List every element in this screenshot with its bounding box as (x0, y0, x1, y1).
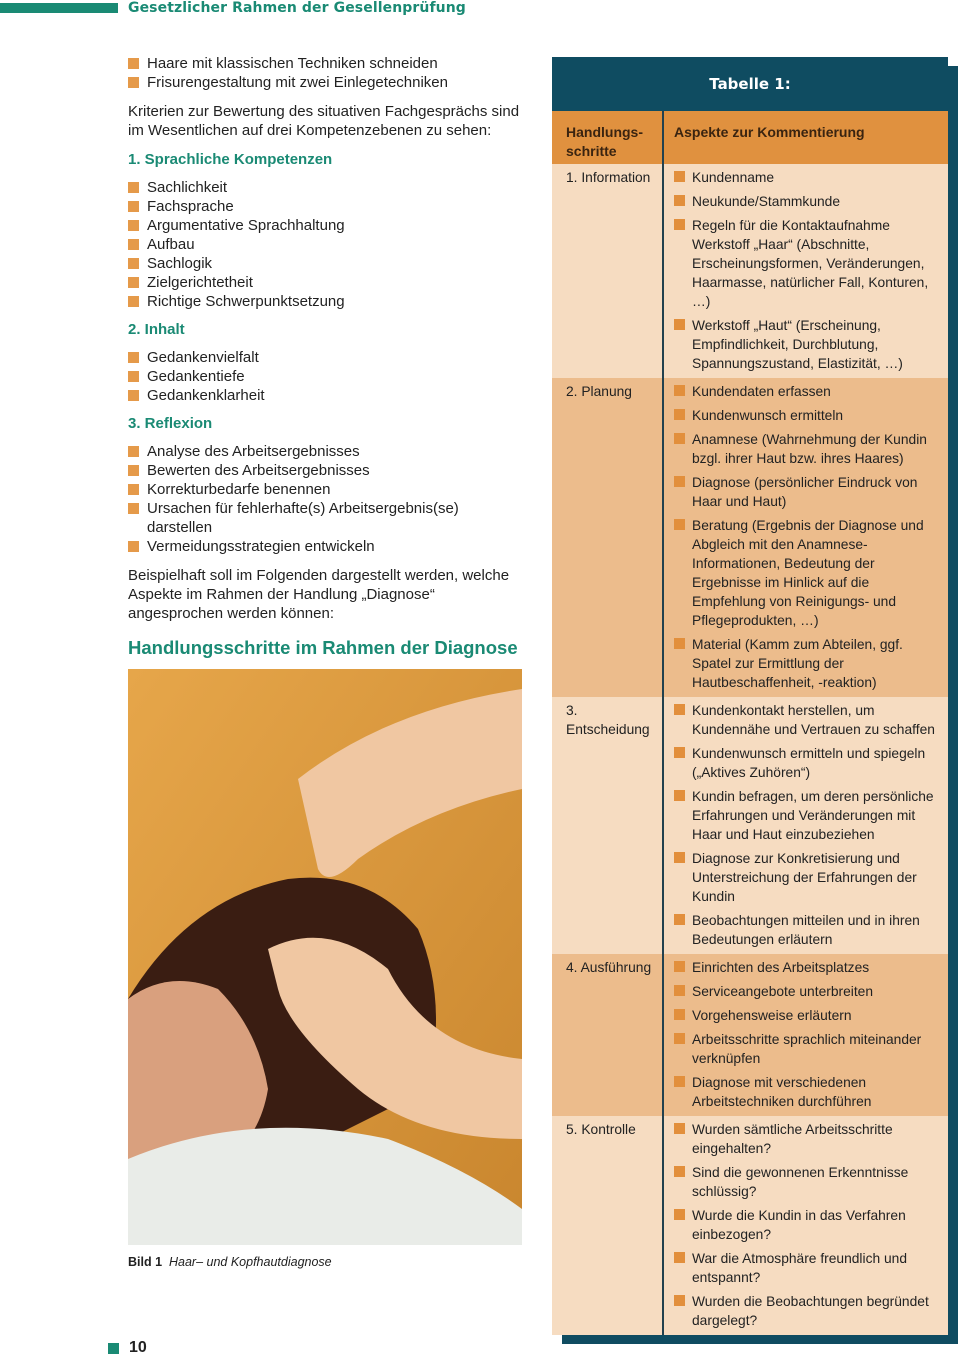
hair-diagnosis-photo (128, 669, 522, 1245)
table-row (552, 378, 948, 697)
square-bullet-icon (128, 258, 139, 269)
list-item-text: Wurden sämtliche Arbeitsschritte eingehalten? (692, 1122, 893, 1156)
table-title: Tabelle 1: (552, 57, 948, 107)
list-item-text: Neukunde/Stammkunde (692, 194, 841, 209)
square-bullet-icon (674, 433, 685, 444)
section-heading: 1. Sprachliche Kompetenzen (128, 151, 333, 168)
list-item (128, 386, 524, 405)
list-item (128, 273, 524, 292)
list-item (674, 982, 944, 1001)
list-item (674, 911, 944, 949)
square-bullet-icon (674, 704, 685, 715)
list-item (128, 537, 524, 556)
section-heading: 2. Inhalt (128, 321, 185, 338)
list-item (128, 73, 524, 92)
square-bullet-icon (674, 914, 685, 925)
square-bullet-icon (674, 1009, 685, 1020)
list-item (674, 382, 944, 401)
square-bullet-icon (674, 1166, 685, 1177)
list-item-text: Kundenname (692, 170, 775, 185)
square-bullet-icon (674, 519, 685, 530)
step-cell: 5. Kontrolle (566, 1122, 636, 1137)
left-column (128, 54, 524, 1272)
square-bullet-icon (674, 219, 685, 230)
list-item-text: Werkstoff „Haut“ (Erscheinung, Empfindlichkeit, Durchblutung, Spannungszustand, Elastizität, …) (692, 318, 903, 371)
list-item-text: Ursachen für fehlerhafte(s) Arbeitsergebnis(se) darstellen (147, 500, 459, 536)
list-item (674, 1073, 944, 1111)
square-bullet-icon (128, 277, 139, 288)
list-item (674, 168, 944, 187)
square-bullet-icon (674, 1209, 685, 1220)
col-header-aspects: Aspekte zur Kommentierung (662, 111, 948, 164)
square-bullet-icon (674, 985, 685, 996)
table-1 (552, 57, 948, 1335)
aspects-cell (662, 378, 948, 697)
list-item-text: War die Atmosphäre freundlich und entspannt? (692, 1251, 907, 1285)
list-item-text: Diagnose mit verschiedenen Arbeitstechniken durchführen (692, 1075, 872, 1109)
caption-text: Haar– und Kopfhautdiagnose (169, 1255, 332, 1269)
square-bullet-icon (128, 465, 139, 476)
running-title: Gesetzlicher Rahmen der Gesellenprüfung (128, 0, 466, 16)
list-item-text: Sachlogik (147, 255, 213, 272)
square-bullet-icon (674, 961, 685, 972)
list-item-text: Vorgehensweise erläutern (692, 1008, 852, 1023)
section-list (128, 178, 524, 311)
list-item-text: Arbeitsschritte sprachlich miteinander verknüpfen (692, 1032, 922, 1066)
square-bullet-icon (674, 171, 685, 182)
list-item (128, 254, 524, 273)
list-item-text: Regeln für die Kontaktaufnahme Werkstoff „Haar“ (Abschnitte, Erscheinungsformen, Veränderungen, Haarmasse, natürlicher Fall, Konturen, …) (692, 218, 929, 309)
list-item (128, 216, 524, 235)
square-bullet-icon (128, 503, 139, 514)
page-number (108, 1339, 147, 1357)
list-item-text: Sind die gewonnenen Erkenntnisse schlüssig? (692, 1165, 909, 1199)
list-item (128, 197, 524, 216)
list-item (128, 480, 524, 499)
square-bullet-icon (128, 201, 139, 212)
list-item-text: Serviceangebote unterbreiten (692, 984, 874, 999)
square-bullet-icon (128, 77, 139, 88)
table-row (552, 1116, 948, 1335)
square-bullet-icon (674, 638, 685, 649)
list-item-text: Bewerten des Arbeitsergebnisses (147, 462, 370, 479)
square-bullet-icon (128, 390, 139, 401)
list-item-text: Argumentative Sprachhaltung (147, 217, 345, 234)
square-bullet-icon (128, 484, 139, 495)
square-bullet-icon (128, 296, 139, 307)
competence-sections (128, 150, 524, 556)
list-item (674, 1163, 944, 1201)
square-bullet-icon (674, 1252, 685, 1263)
list-item-text: Vermeidungsstrategien entwickeln (147, 538, 375, 555)
list-item-text: Aufbau (147, 236, 195, 253)
square-bullet-icon (674, 1295, 685, 1306)
intro-bullets (128, 54, 524, 92)
list-item (128, 367, 524, 386)
list-item (674, 744, 944, 782)
step-cell: 1. Information (566, 170, 651, 185)
section-list (128, 442, 524, 556)
list-item (674, 516, 944, 630)
list-item (128, 235, 524, 254)
square-bullet-icon (674, 385, 685, 396)
list-item (674, 635, 944, 692)
list-item (674, 1030, 944, 1068)
list-item (128, 442, 524, 461)
square-bullet-icon (128, 220, 139, 231)
figure-caption (128, 1253, 524, 1272)
list-item-text: Einrichten des Arbeitsplatzes (692, 960, 870, 975)
list-item (674, 473, 944, 511)
list-item-text: Korrekturbedarfe benennen (147, 481, 331, 498)
list-item-text: Analyse des Arbeitsergebnisses (147, 443, 360, 460)
header-bar (0, 3, 118, 13)
list-item-text: Gedankentiefe (147, 368, 245, 385)
list-item-text: Richtige Schwerpunktsetzung (147, 293, 345, 310)
list-item-text: Diagnose (persönlicher Eindruck von Haar und Haut) (692, 475, 918, 509)
list-item-text: Kundendaten erfassen (692, 384, 831, 399)
list-item (674, 1120, 944, 1158)
list-item-text: Wurde die Kundin in das Verfahren einbezogen? (692, 1208, 906, 1242)
square-bullet-icon (674, 195, 685, 206)
list-item (674, 849, 944, 906)
section-list (128, 348, 524, 405)
square-bullet-icon (674, 790, 685, 801)
aspects-cell (662, 697, 948, 954)
square-bullet-icon (674, 852, 685, 863)
list-item (128, 178, 524, 197)
list-item (674, 1249, 944, 1287)
table-row (552, 697, 948, 954)
square-bullet-icon (128, 239, 139, 250)
list-item-text: Diagnose zur Konkretisierung und Unterstreichung der Erfahrungen der Kundin (692, 851, 917, 904)
square-bullet-icon (128, 58, 139, 69)
step-cell: 2. Planung (566, 384, 632, 399)
aspects-cell (662, 1116, 948, 1335)
col-header-steps: Handlungs- schritte (566, 124, 643, 159)
list-item (674, 216, 944, 311)
intro-paragraph: Kriterien zur Bewertung des situativen Fachgesprächs sind im Wesentlichen auf drei Kompetenzebenen zu sehen: (128, 103, 520, 139)
list-item-text: Kundenwunsch ermitteln (692, 408, 844, 423)
list-item (128, 348, 524, 367)
square-bullet-icon (674, 476, 685, 487)
list-item (674, 316, 944, 373)
list-item-text: Kundenkontakt herstellen, um Kundennähe und Vertrauen zu schaffen (692, 703, 935, 737)
square-bullet-icon (674, 319, 685, 330)
square-bullet-icon (674, 1033, 685, 1044)
list-item-text: Beobachtungen mitteilen und in ihren Bedeutungen erläutern (692, 913, 920, 947)
list-item-text: Wurden die Beobachtungen begründet dargelegt? (692, 1294, 929, 1328)
list-item (674, 1206, 944, 1244)
step-cell: 3. Entscheidung (566, 703, 650, 737)
square-bullet-icon (128, 446, 139, 457)
list-item-text: Fachsprache (147, 198, 234, 215)
list-item (128, 292, 524, 311)
square-bullet-icon (128, 541, 139, 552)
list-item (674, 958, 944, 977)
section-heading: 3. Reflexion (128, 415, 213, 432)
page-marker-icon (108, 1343, 119, 1354)
square-bullet-icon (128, 371, 139, 382)
table-row (552, 164, 948, 378)
list-item (674, 430, 944, 468)
list-item (128, 499, 524, 537)
table-row (552, 954, 948, 1116)
table-header (552, 111, 948, 164)
square-bullet-icon (674, 409, 685, 420)
list-item (674, 1006, 944, 1025)
page-number-text: 10 (129, 1339, 147, 1356)
list-item-text: Kundin befragen, um deren persönliche Erfahrungen und Veränderungen mit Haar und Haut einzubeziehen (692, 789, 934, 842)
caption-label: Bild 1 (128, 1255, 163, 1269)
list-item (674, 1292, 944, 1330)
list-item-text: Sachlichkeit (147, 179, 228, 196)
list-item-text: Frisurengestaltung mit zwei Einlegetechniken (147, 74, 448, 91)
list-item (674, 406, 944, 425)
list-item-text: Zielgerichtetheit (147, 274, 253, 291)
square-bullet-icon (674, 747, 685, 758)
list-item (128, 54, 524, 73)
square-bullet-icon (674, 1123, 685, 1134)
list-item-text: Haare mit klassischen Techniken schneiden (147, 55, 438, 72)
closing-paragraph: Beispielhaft soll im Folgenden dargestellt werden, welche Aspekte im Rahmen der Handlung „Diagnose“ angesprochen werden können: (128, 567, 510, 622)
square-bullet-icon (128, 352, 139, 363)
square-bullet-icon (128, 182, 139, 193)
aspects-cell (662, 164, 948, 378)
list-item (674, 701, 944, 739)
list-item-text: Gedankenklarheit (147, 387, 265, 404)
list-item-text: Beratung (Ergebnis der Diagnose und Abgleich mit den Anamnese-Informationen, Bedeutung der Ergebnisse im Hinlick auf die Empfehlung von Reinigungs- und Pflegeprodukten, …) (692, 518, 924, 628)
section-subheading: Handlungsschritte im Rahmen der Diagnose (128, 637, 518, 658)
list-item (674, 787, 944, 844)
square-bullet-icon (674, 1076, 685, 1087)
list-item-text: Gedankenvielfalt (147, 349, 259, 366)
step-cell: 4. Ausführung (566, 960, 652, 975)
list-item-text: Material (Kamm zum Abteilen, ggf. Spatel zur Ermittlung der Hautbeschaffenheit, -reaktion) (692, 637, 903, 690)
aspects-cell (662, 954, 948, 1116)
list-item (128, 461, 524, 480)
list-item (674, 192, 944, 211)
list-item-text: Kundenwunsch ermitteln und spiegeln („Aktives Zuhören“) (692, 746, 926, 780)
list-item-text: Anamnese (Wahrnehmung der Kundin bzgl. ihrer Haut bzw. ihres Haares) (692, 432, 927, 466)
